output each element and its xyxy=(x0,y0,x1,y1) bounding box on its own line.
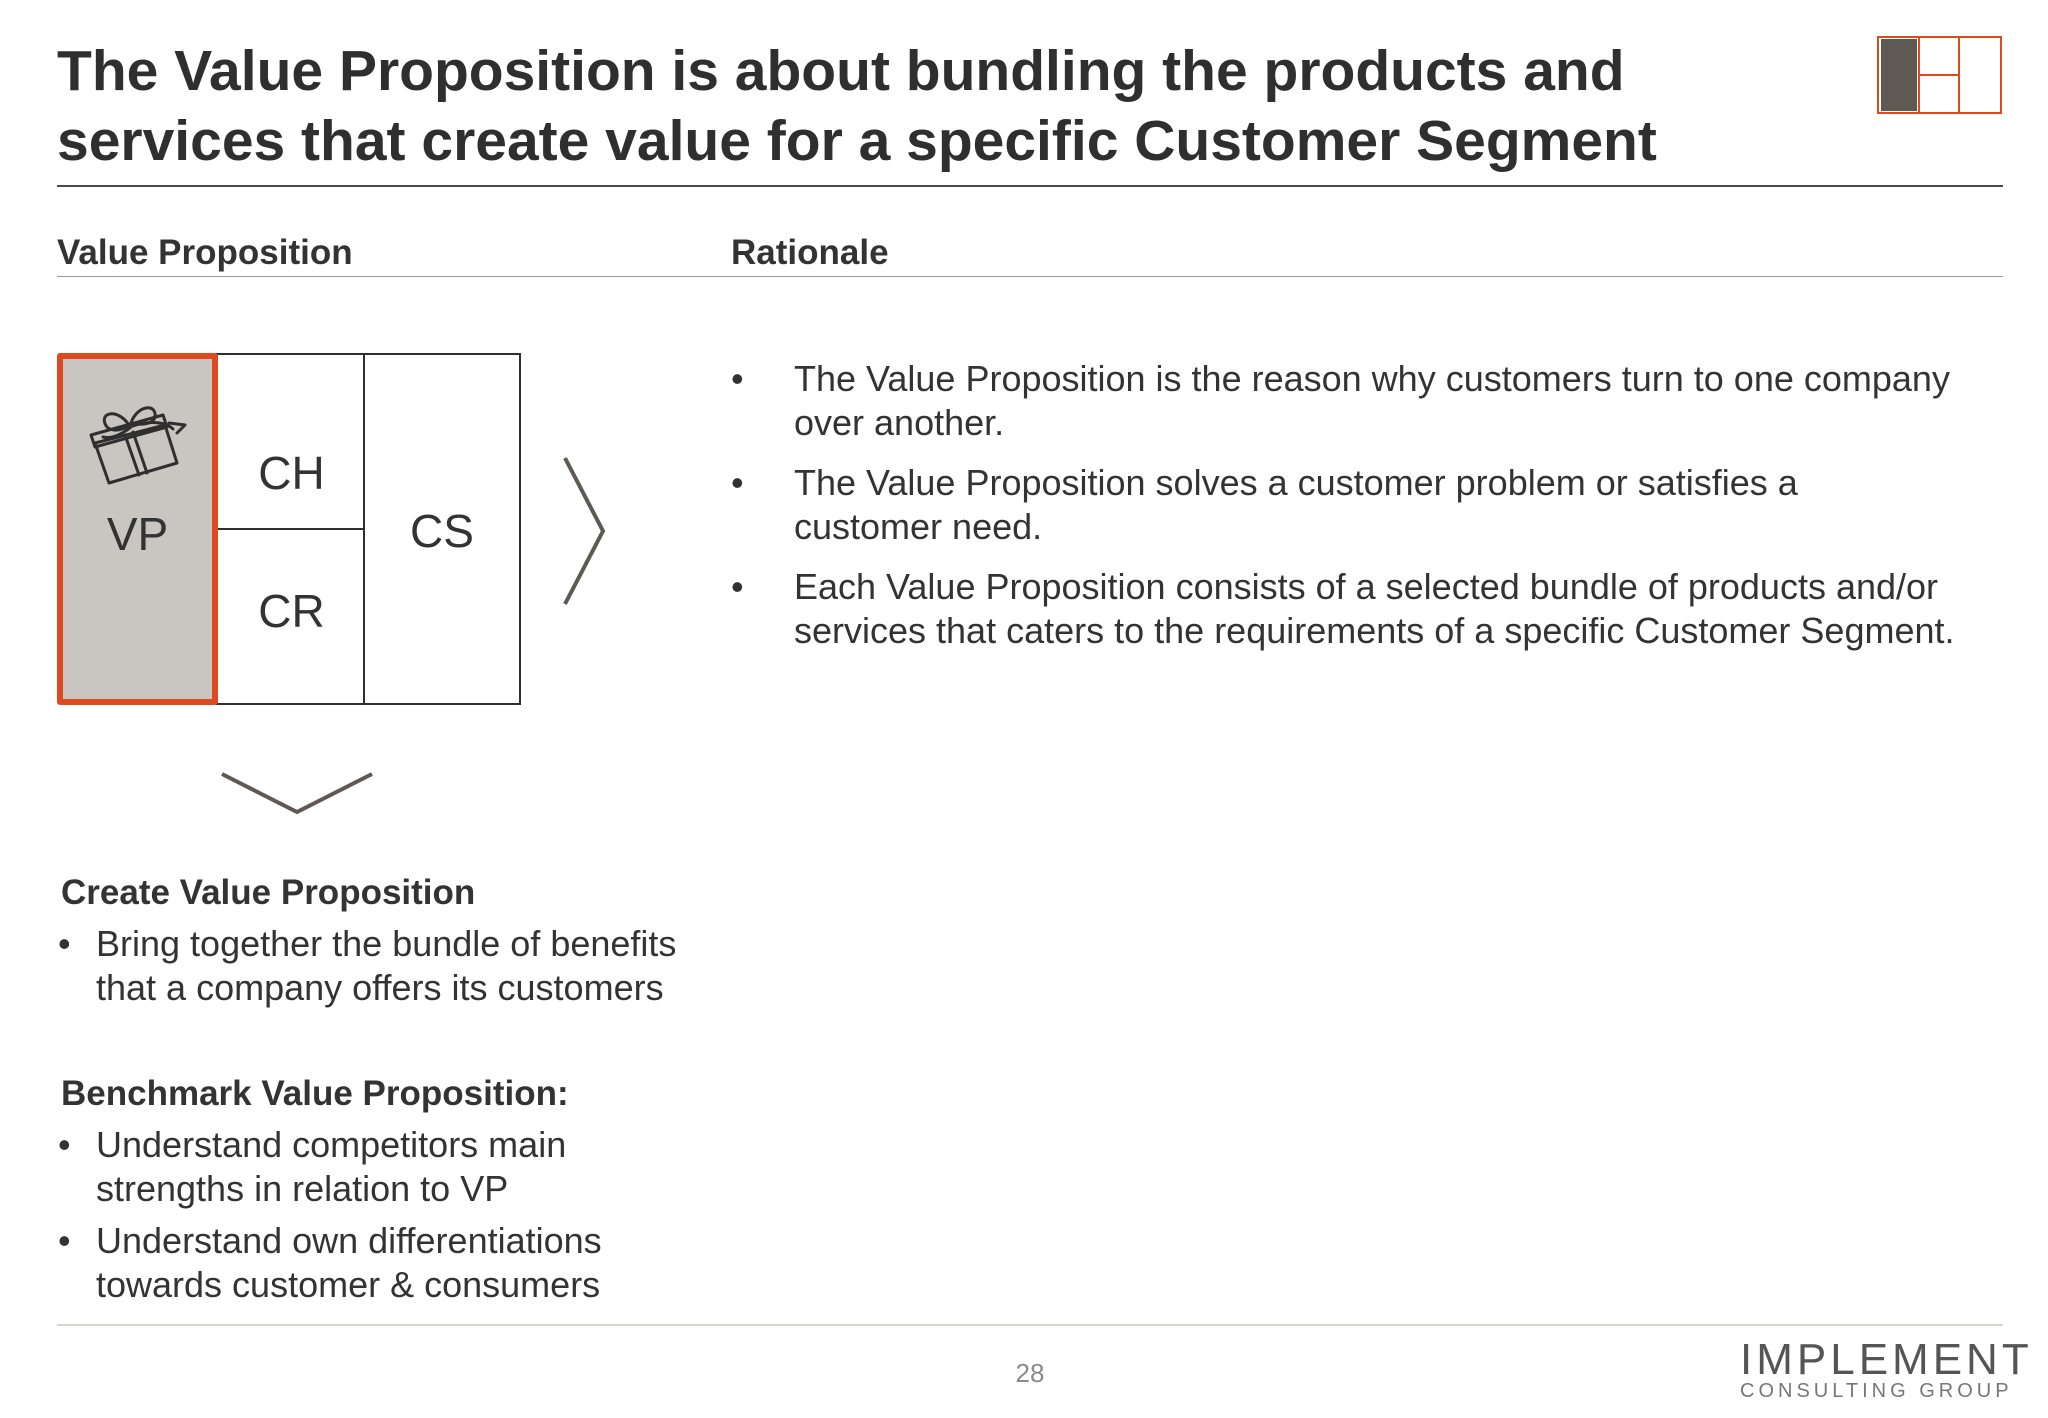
slide-title-line-1: The Value Proposition is about bundling the products and xyxy=(57,39,1625,103)
chevron-down-icon xyxy=(219,770,375,818)
section-divider xyxy=(57,276,2003,277)
bullet-dot: • xyxy=(58,1220,71,1261)
rationale-text: customer need. xyxy=(794,506,1043,547)
rationale-list xyxy=(731,357,2021,669)
benchmark-item-text: Understand competitors main xyxy=(96,1124,567,1165)
rationale-item xyxy=(731,565,2021,653)
footer-divider xyxy=(57,1324,2003,1326)
customer-segments-cell xyxy=(363,353,521,705)
value-proposition-label: VP xyxy=(106,508,169,560)
create-item-text: Bring together the bundle of benefits xyxy=(96,923,677,964)
page-number: 28 xyxy=(1015,1358,1045,1388)
rationale-item xyxy=(731,461,2021,549)
bullet-dot: • xyxy=(731,566,744,607)
slide-title xyxy=(57,36,1817,176)
create-value-proposition-heading: Create Value Proposition xyxy=(61,873,476,912)
brand-logo-name: IMPLEMENT xyxy=(1740,1335,2033,1384)
benchmark-item-text: Understand own differentiations xyxy=(96,1220,602,1261)
rationale-header: Rationale xyxy=(731,233,889,272)
rationale-text: services that caters to the requirements of a specific Customer Segment. xyxy=(794,610,1955,651)
create-list xyxy=(58,922,748,1018)
channels-label: CH xyxy=(258,447,325,499)
rationale-item xyxy=(731,357,2021,445)
channels-cell xyxy=(216,353,365,530)
title-divider xyxy=(57,185,2003,187)
bullet-dot: • xyxy=(731,462,744,503)
create-item xyxy=(58,922,748,1010)
value-proposition-header: Value Proposition xyxy=(57,233,353,272)
benchmark-value-proposition-heading: Benchmark Value Proposition: xyxy=(61,1074,569,1113)
brand-logo-subtitle: CONSULTING GROUP xyxy=(1740,1380,2013,1402)
business-model-canvas-diagram xyxy=(57,353,521,705)
bullet-dot: • xyxy=(58,923,71,964)
gift-icon xyxy=(81,399,197,493)
benchmark-item-text: towards customer & consumers xyxy=(96,1264,601,1305)
canvas-position-icon xyxy=(1877,36,2002,114)
bullet-dot: • xyxy=(58,1124,71,1165)
value-proposition-cell xyxy=(57,353,218,705)
bullet-dot: • xyxy=(731,358,744,399)
create-item-text: that a company offers its customers xyxy=(96,967,664,1008)
benchmark-list xyxy=(58,1123,748,1315)
customer-segments-label: CS xyxy=(410,505,474,557)
customer-relationships-label: CR xyxy=(258,585,325,637)
rationale-text: The Value Proposition solves a customer problem or satisfies a xyxy=(794,462,1798,503)
rationale-text: The Value Proposition is the reason why customers turn to one company xyxy=(794,358,1950,399)
benchmark-item xyxy=(58,1219,748,1307)
customer-relationships-cell xyxy=(216,528,365,705)
rationale-text: Each Value Proposition consists of a selected bundle of products and/or xyxy=(794,566,1939,607)
slide-title-line-2: services that create value for a specific Customer Segment xyxy=(57,109,1657,173)
benchmark-item-text: strengths in relation to VP xyxy=(96,1168,509,1209)
rationale-text: over another. xyxy=(794,402,1005,443)
benchmark-item xyxy=(58,1123,748,1211)
chevron-right-icon xyxy=(561,454,609,608)
